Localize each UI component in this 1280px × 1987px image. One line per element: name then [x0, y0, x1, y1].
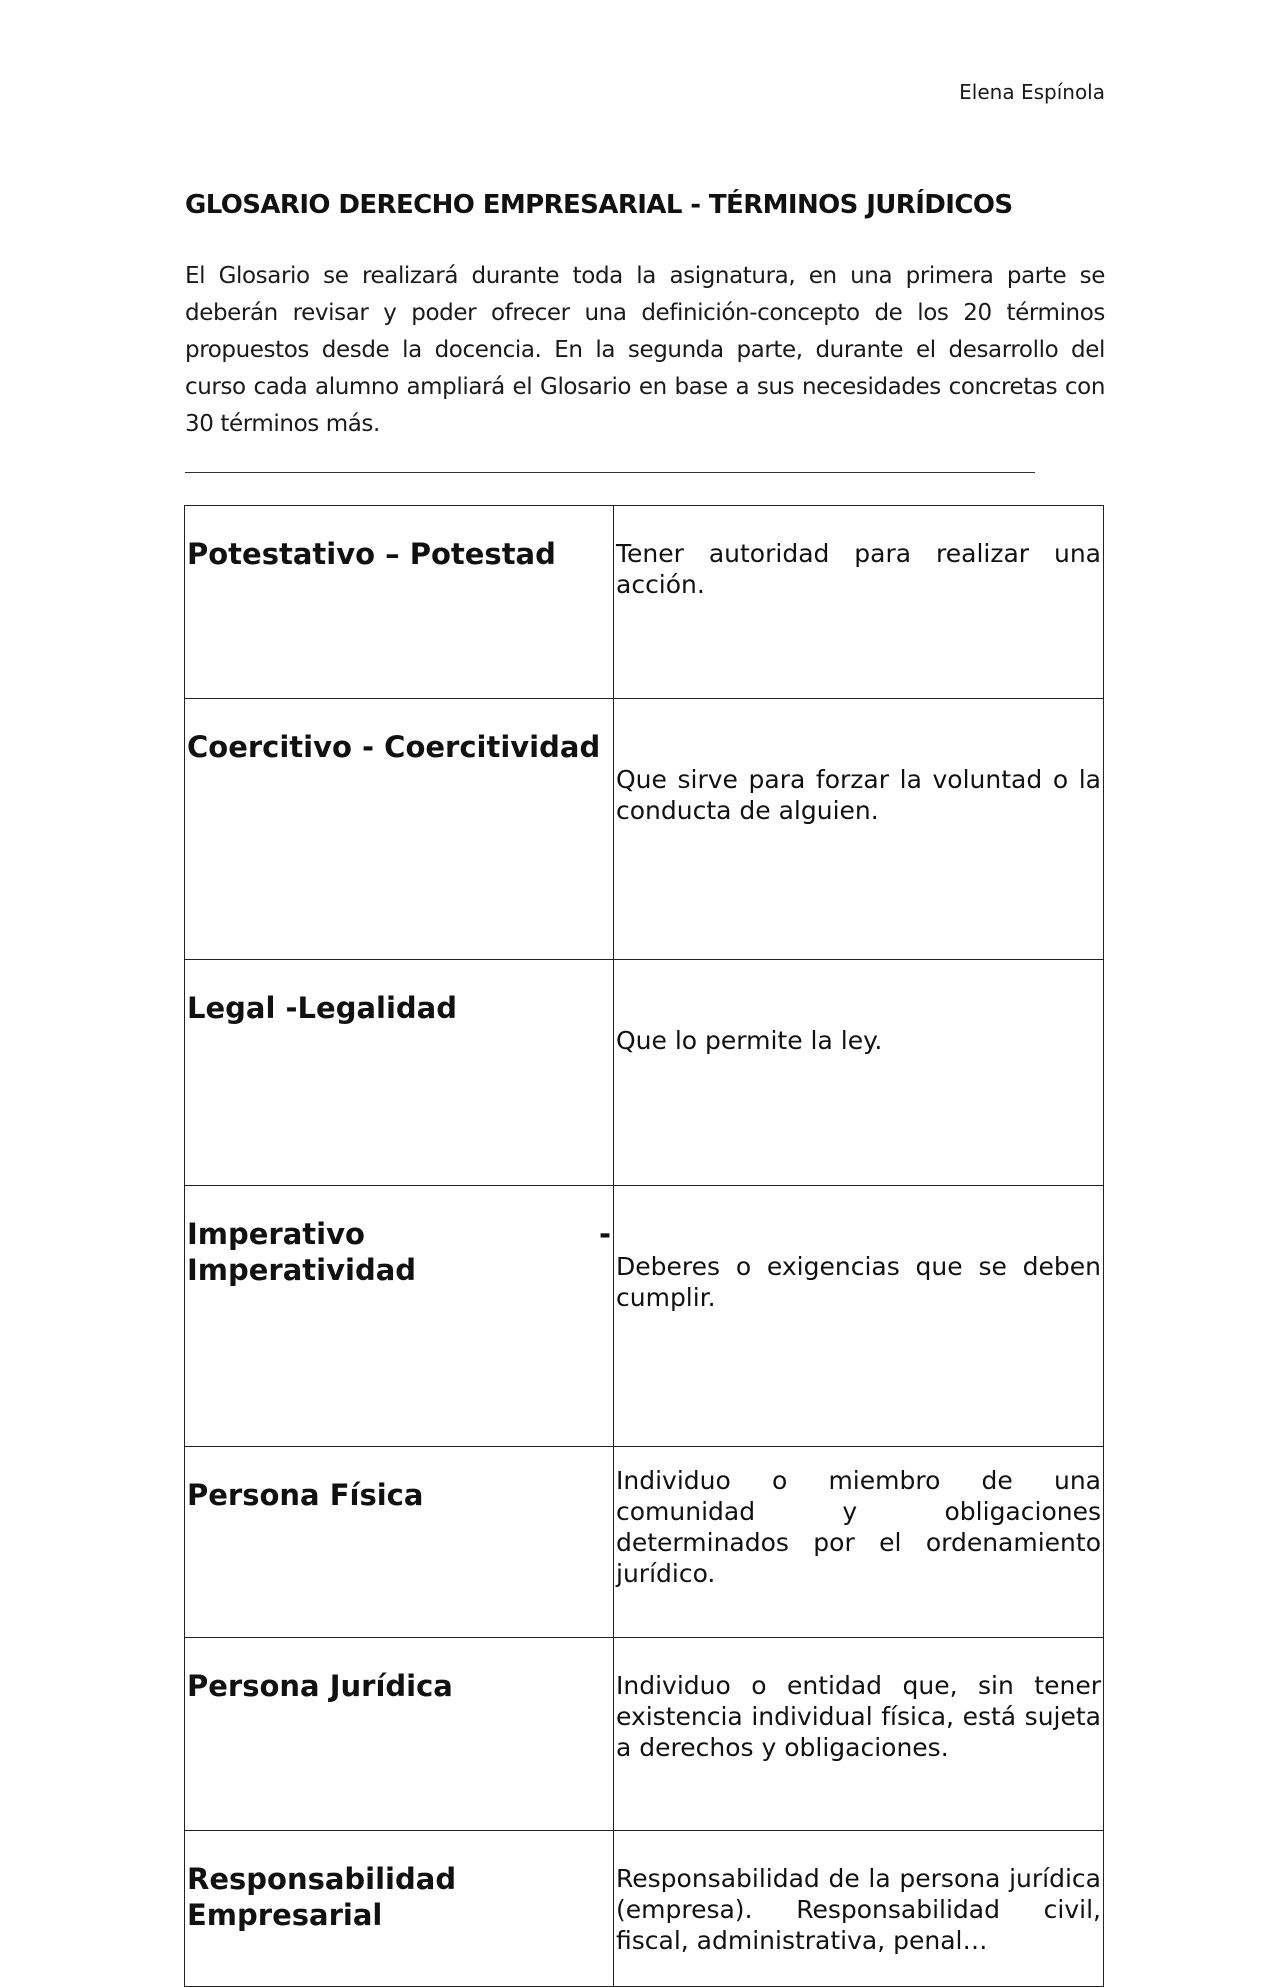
table-row — [185, 1831, 1104, 1987]
term-text: Persona Jurídica — [187, 1669, 453, 1703]
definition-cell: Responsabilidad de la persona jurídica (empresa). Responsabilidad civil, fiscal, administrativa, penal… — [614, 1831, 1104, 1987]
term-text: Responsabilidad Empresarial — [187, 1862, 457, 1932]
definition-cell: Que lo permite la ley. — [614, 960, 1104, 1186]
definition-cell: Individuo o entidad que, sin tener existencia individual física, está sujeta a derechos y obligaciones. — [614, 1638, 1104, 1831]
term-cell — [185, 1447, 614, 1638]
intro-paragraph: El Glosario se realizará durante toda la asignatura, en una primera parte se deberán revisar y poder ofrecer una definición-concepto de los 20 términos propuestos desde la docencia. En la segunda parte, durante el desarrollo del curso cada alumno ampliará el Glosario en base a sus necesidades concretas con 30 términos más. — [185, 263, 1105, 437]
term-text: Imperativo - Imperatividad — [187, 1217, 611, 1287]
table-row — [185, 699, 1104, 960]
document-title: GLOSARIO DERECHO EMPRESARIAL - TÉRMINOS JURÍDICOS — [185, 190, 1013, 220]
definition-cell: Deberes o exigencias que se deben cumplir. — [614, 1186, 1104, 1447]
author-name: Elena Espínola — [959, 80, 1105, 104]
definition-cell: Individuo o miembro de una comunidad y obligaciones determinados por el ordenamiento jurídico. — [614, 1447, 1104, 1638]
divider-line — [185, 472, 1035, 473]
table-row — [185, 1638, 1104, 1831]
table-row — [185, 960, 1104, 1186]
glossary-table — [184, 505, 1104, 1987]
term-text: Potestativo – Potestad — [187, 537, 556, 571]
term-cell — [185, 1831, 614, 1987]
term-cell — [185, 699, 614, 960]
term-cell — [185, 1638, 614, 1831]
table-row — [185, 506, 1104, 699]
definition-cell: Que sirve para forzar la voluntad o la conducta de alguien. — [614, 699, 1104, 960]
term-cell — [185, 960, 614, 1186]
term-text: Coercitivo - Coercitividad — [187, 730, 601, 764]
term-text: Legal -Legalidad — [187, 991, 457, 1025]
definition-cell: Tener autoridad para realizar una acción. — [614, 506, 1104, 699]
table-row — [185, 1186, 1104, 1447]
term-text: Persona Física — [187, 1478, 424, 1512]
table-row — [185, 1447, 1104, 1638]
term-cell — [185, 506, 614, 699]
term-cell — [185, 1186, 614, 1447]
